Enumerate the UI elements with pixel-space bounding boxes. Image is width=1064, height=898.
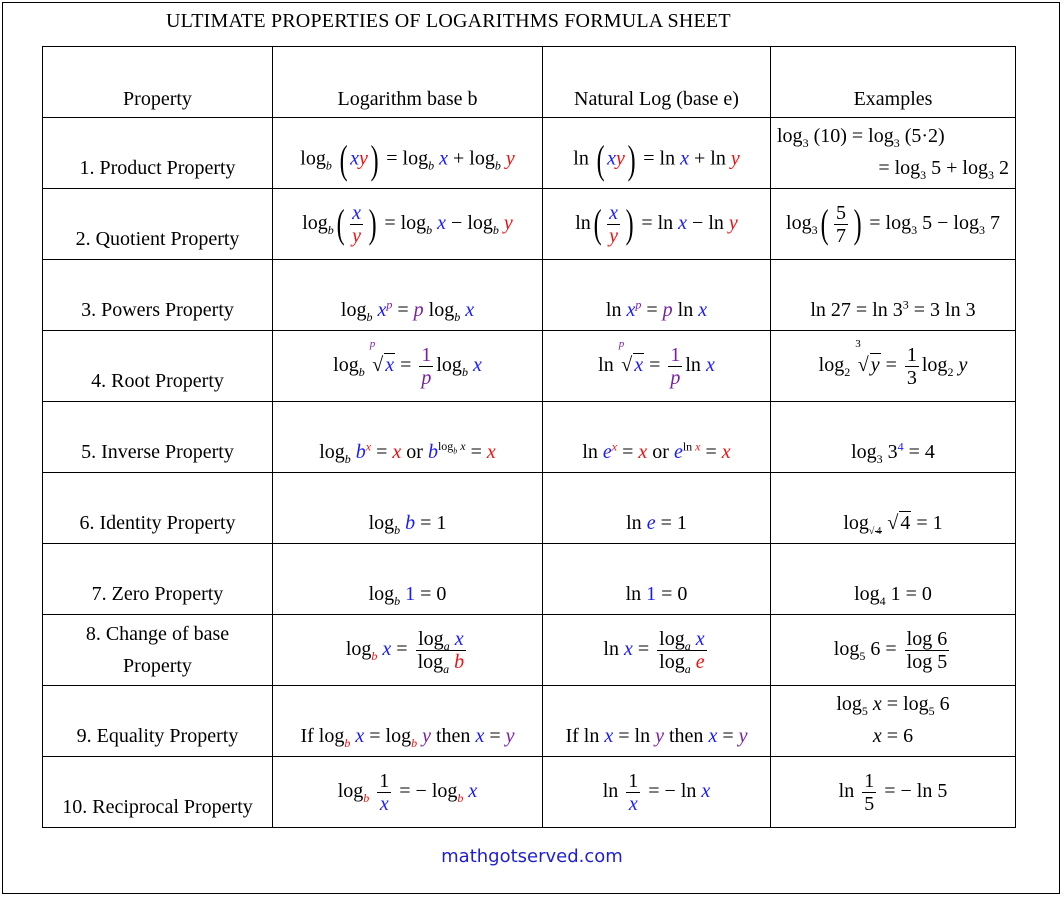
- formula-ln-powers: $\ln x^p = p$ ln x: [543, 260, 771, 331]
- header-row: [43, 47, 1016, 118]
- formula-ln-product: ln ( xy) = ln x + ln y: [543, 118, 771, 189]
- formula-ln-equality: If ln x = ln y then x = y: [543, 686, 771, 757]
- example-change-base: $\log_5 6$ = $\frac{\log 6}{\log 5}$: [771, 615, 1016, 686]
- formula-log-quotient: $\log_b$( $\frac{x}{y}$ ) = $\log_b x - \log_b y$: [273, 189, 543, 260]
- property-label: 9. Equality Property: [43, 686, 273, 757]
- property-label: 2. Quotient Property: [43, 189, 273, 260]
- formula-log-reciprocal: $\log_b$ $\frac{1}{x}$ = − $\log_b x$: [273, 757, 543, 828]
- property-label: 7. Zero Property: [43, 544, 273, 615]
- table-row: [43, 473, 1016, 544]
- table-row: [43, 757, 1016, 828]
- formula-ln-zero: ln 1 = 0: [543, 544, 771, 615]
- property-label: [43, 615, 273, 686]
- table-row: [43, 118, 1016, 189]
- example-quotient: $\log_3$( $\frac{5}{7}$ ) = $\log_3 5 - \log_3 7$: [771, 189, 1016, 260]
- example-equality: $\log_5 x = \log_5 6$ x = 6: [771, 686, 1016, 757]
- formula-ln-identity: ln e = 1: [543, 473, 771, 544]
- formula-ln-root: ln $^p$√ x = $\frac{1}{p}$ ln x: [543, 331, 771, 402]
- formula-log-inverse: $\log_b b^x = x$ or $b^{log_b x} = x$: [273, 402, 543, 473]
- page-title: ULTIMATE PROPERTIES OF LOGARITHMS FORMULA SHEET: [166, 10, 731, 32]
- header-log-base-b: Logarithm base b: [273, 47, 543, 118]
- table-row: [43, 686, 1016, 757]
- formula-log-zero: $\log_b 1 = 0$: [273, 544, 543, 615]
- property-label-line1: 8. Change of base: [85, 623, 230, 645]
- formula-log-identity: $\log_b b = 1$: [273, 473, 543, 544]
- formula-ln-quotient: ln( $\frac{x}{y}$ ) = ln x − ln y: [543, 189, 771, 260]
- property-label-line2: Property: [123, 655, 192, 677]
- formula-table: [42, 46, 1016, 828]
- table-row: [43, 331, 1016, 402]
- formula-ln-reciprocal: ln $\frac{1}{x}$ = − ln x: [543, 757, 771, 828]
- property-label: 3. Powers Property: [43, 260, 273, 331]
- footer-site-link[interactable]: mathgotserved.com: [441, 846, 623, 867]
- property-label: 5. Inverse Property: [43, 402, 273, 473]
- formula-log-equality: If $\log_b x = \log_b y$ then x = y: [273, 686, 543, 757]
- formula-log-product: $\log_b$ ( $xy) = \log_b x + \log_b y$: [273, 118, 543, 189]
- table-row: [43, 260, 1016, 331]
- table-row: [43, 189, 1016, 260]
- table-row: [43, 615, 1016, 686]
- property-label: 4. Root Property: [43, 331, 273, 402]
- formula-log-root: $\log_b ^p√$ x = $\frac{1}{p}$ $\log_b x$: [273, 331, 543, 402]
- formula-ln-inverse: $\ln e^x = x$ or $e^{ln x} = x$: [543, 402, 771, 473]
- header-property: Property: [43, 47, 273, 118]
- formula-ln-change-base: ln x = $\frac{\log_a x}{\log_a e}$: [543, 615, 771, 686]
- header-natural-log: Natural Log (base e): [543, 47, 771, 118]
- example-reciprocal: ln $\frac{1}{5}$ = − ln 5: [771, 757, 1016, 828]
- example-root: $\log_2 ^3√$ y = $\frac{1}{3}$ $\log_2 y$: [771, 331, 1016, 402]
- formula-log-change-base: $\log_b x$ = $\frac{\log_a x}{\log_a b}$: [273, 615, 543, 686]
- table-row: [43, 544, 1016, 615]
- formula-log-powers: $\log_b x^p = p$ $\log_b x$: [273, 260, 543, 331]
- example-product: $\log_3 (10) = \log_3 (5\cdot 2)$ = $\log_3 5 + \log_3 2$: [771, 118, 1016, 189]
- header-examples: Examples: [771, 47, 1016, 118]
- example-identity: $\log_{√ 4}$ √ 4 = 1: [771, 473, 1016, 544]
- example-inverse: $\log_3 3^4 = 4$: [771, 402, 1016, 473]
- property-label: 6. Identity Property: [43, 473, 273, 544]
- property-label: 1. Product Property: [43, 118, 273, 189]
- property-label: 10. Reciprocal Property: [43, 757, 273, 828]
- example-powers: $\ln 27 = \ln 3^3 = 3$ ln 3: [771, 260, 1016, 331]
- example-zero: $\log_4 1 = 0$: [771, 544, 1016, 615]
- table-row: [43, 402, 1016, 473]
